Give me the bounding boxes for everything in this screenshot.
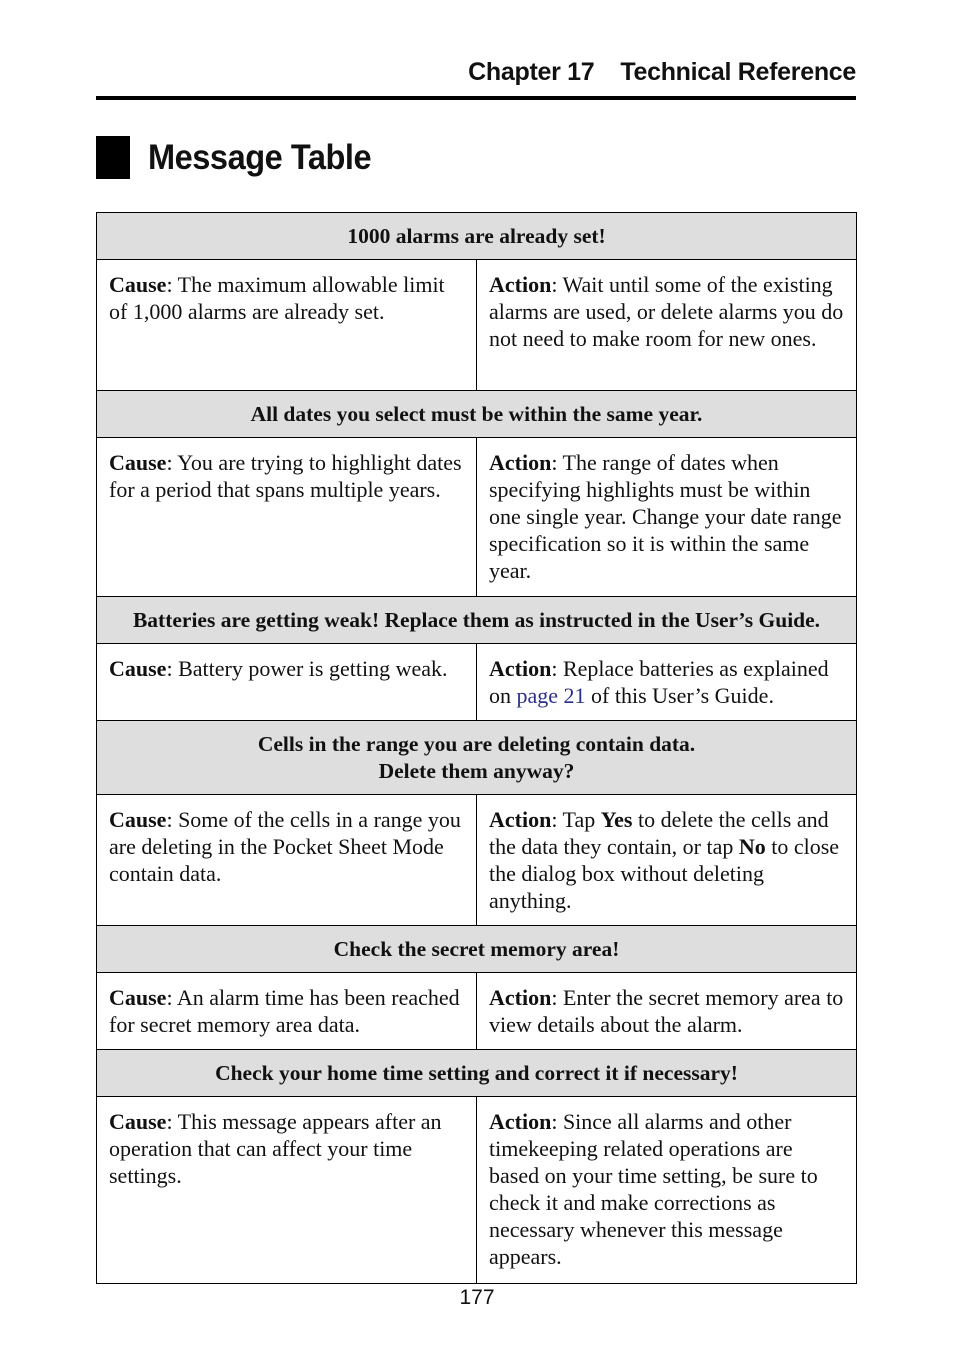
action-label: Action (489, 1109, 552, 1134)
cause-cell (97, 438, 477, 597)
message-heading (97, 721, 857, 795)
cause-cell (97, 973, 477, 1050)
page-link[interactable]: page 21 (516, 683, 586, 708)
action-text: to close the dialog box without deleting anything. (489, 834, 840, 913)
chapter-header (96, 58, 856, 87)
chapter-number: Chapter 17 (468, 58, 595, 86)
message-heading: Check the secret memory area! (97, 926, 857, 973)
action-cell (477, 1097, 857, 1284)
action-cell (477, 795, 857, 926)
chapter-title: Technical Reference (620, 58, 856, 86)
message-heading: 1000 alarms are already set! (97, 213, 857, 260)
message-table (96, 212, 857, 1284)
page-number: 177 (459, 1286, 495, 1309)
action-label: Action (489, 656, 552, 681)
cause-text: : Battery power is getting weak. (166, 656, 448, 681)
section-marker (96, 136, 130, 179)
cause-label: Cause (109, 656, 167, 681)
action-label: Action (489, 272, 552, 297)
action-label: Action (489, 807, 552, 832)
message-heading: Check your home time setting and correct it if necessary! (97, 1050, 857, 1097)
action-label: Action (489, 450, 552, 475)
cause-cell (97, 260, 477, 391)
message-heading: All dates you select must be within the same year. (97, 391, 857, 438)
cause-cell (97, 795, 477, 926)
action-text: of this User’s Guide. (585, 683, 774, 708)
action-text: to delete the cells and the data they contain, or tap (489, 807, 829, 859)
cause-label: Cause (109, 985, 167, 1010)
yes-keyword: Yes (600, 807, 633, 832)
action-text: : Replace batteries as explained on (489, 656, 829, 708)
cause-text: : Some of the cells in a range you are deleting in the Pocket Sheet Mode contain data. (109, 807, 461, 886)
cause-label: Cause (109, 450, 167, 475)
header-rule (96, 96, 856, 100)
cause-text: : The maximum allowable limit of 1,000 alarms are already set. (109, 272, 445, 324)
cause-text: : An alarm time has been reached for secret memory area data. (109, 985, 460, 1037)
action-text: : Wait until some of the existing alarms are used, or delete alarms you do not need to make room for new ones. (489, 272, 844, 351)
action-cell (477, 644, 857, 721)
cause-label: Cause (109, 1109, 167, 1134)
action-cell (477, 260, 857, 391)
cause-cell (97, 644, 477, 721)
action-label: Action (489, 985, 552, 1010)
no-keyword: No (738, 834, 766, 859)
cause-cell (97, 1097, 477, 1284)
action-text: : Enter the secret memory area to view details about the alarm. (489, 985, 844, 1037)
cause-text: : This message appears after an operation that can affect your time settings. (109, 1109, 442, 1188)
action-text: : The range of dates when specifying highlights must be within one single year. Change your date range specification so it is within the same year. (489, 450, 842, 583)
action-text: : Tap (551, 807, 601, 832)
message-heading-line: Cells in the range you are deleting contain data. (257, 732, 696, 756)
section-title: Message Table (148, 138, 372, 177)
cause-label: Cause (109, 807, 167, 832)
message-heading-line: Delete them anyway? (378, 759, 575, 783)
message-heading: Batteries are getting weak! Replace them as instructed in the User’s Guide. (97, 597, 857, 644)
cause-text: : You are trying to highlight dates for a period that spans multiple years. (109, 450, 462, 502)
action-cell (477, 973, 857, 1050)
action-cell (477, 438, 857, 597)
action-text: : Since all alarms and other timekeeping related operations are based on your time setting, be sure to check it and make corrections as necessary whenever this message appears. (489, 1109, 818, 1269)
cause-label: Cause (109, 272, 167, 297)
